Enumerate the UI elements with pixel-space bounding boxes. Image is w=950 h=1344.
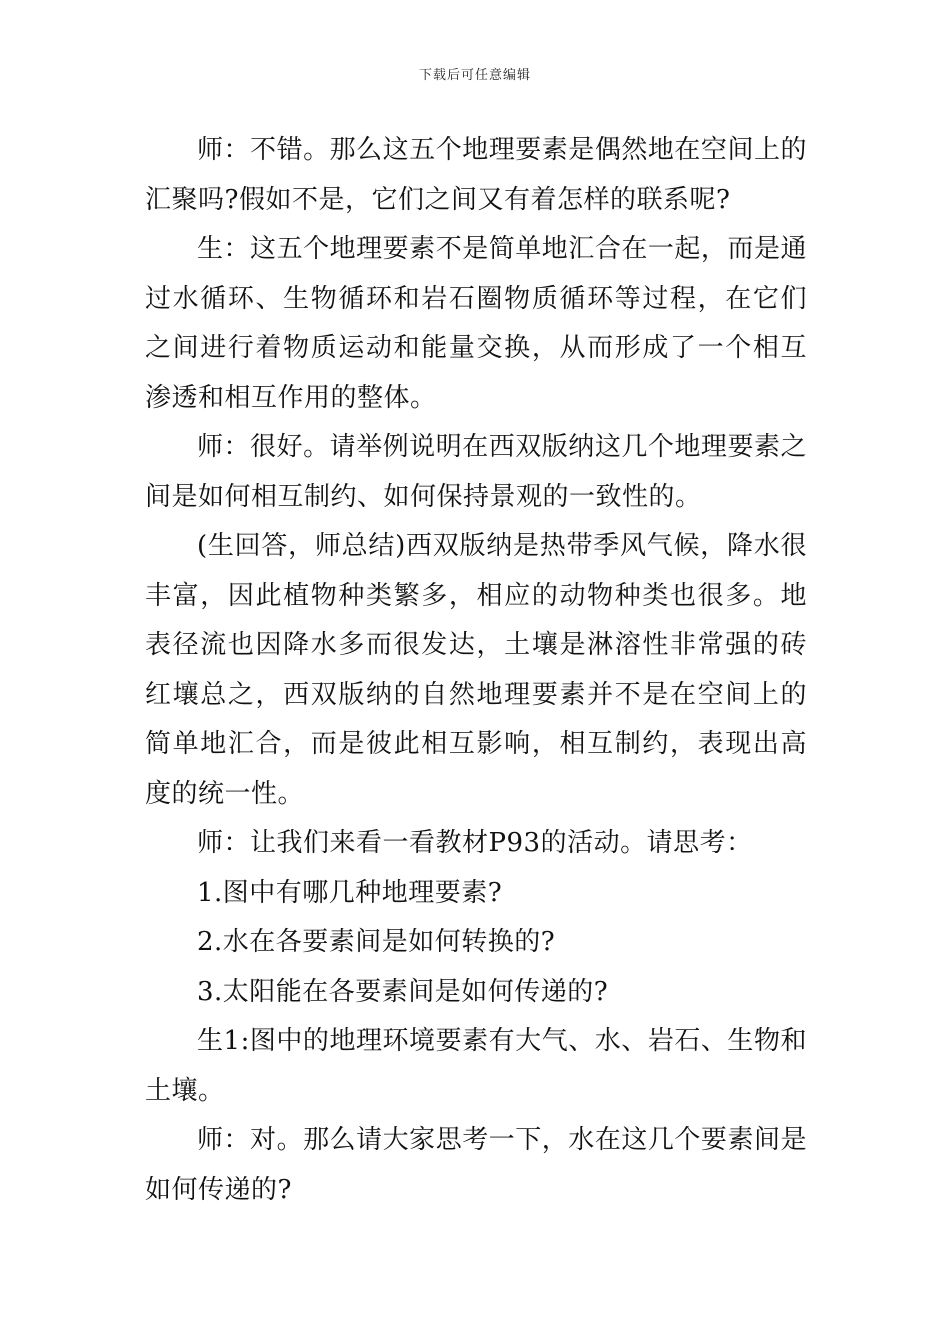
paragraph-teacher-question-2: 师：很好。请举例说明在西双版纳这几个地理要素之间是如何相互制约、如何保持景观的一致性的。	[145, 432, 807, 512]
paragraph-question-2: 2.水在各要素间是如何转换的?	[197, 927, 556, 957]
paragraph-teacher-activity-intro: 师：让我们来看一看教材P93的活动。请思考：	[197, 828, 753, 858]
paragraph-teacher-summary: (生回答，师总结)西双版纳是热带季风气候，降水很丰富，因此植物种类繁多，相应的动物种类也很多。地表径流也因降水多而很发达，土壤是淋溶性非常强的砖红壤总之，西双版纳的自然地理要素并不是在空间上的简单地汇合，而是彼此相互影响，相互制约，表现出高度的统一性。	[145, 531, 807, 809]
paragraph-teacher-question-1: 师：不错。那么这五个地理要素是偶然地在空间上的汇聚吗?假如不是，它们之间又有着怎样的联系呢?	[145, 135, 807, 215]
paragraph-teacher-question-3: 师：对。那么请大家思考一下，水在这几个要素间是如何传递的?	[145, 1125, 807, 1205]
paragraph-question-1: 1.图中有哪几种地理要素?	[197, 877, 503, 908]
document-body	[145, 126, 807, 1215]
page-header-note: 下载后可任意编辑	[418, 68, 531, 83]
paragraph-student-answer-2: 生1:图中的地理环境要素有大气、水、岩石、生物和土壤。	[145, 1026, 807, 1106]
paragraph-student-answer-1: 生：这五个地理要素不是简单地汇合在一起，而是通过水循环、生物循环和岩石圈物质循环等过程，在它们之间进行着物质运动和能量交换，从而形成了一个相互渗透和相互作用的整体。	[145, 234, 807, 413]
paragraph-question-3: 3.太阳能在各要素间是如何传递的?	[197, 976, 609, 1007]
